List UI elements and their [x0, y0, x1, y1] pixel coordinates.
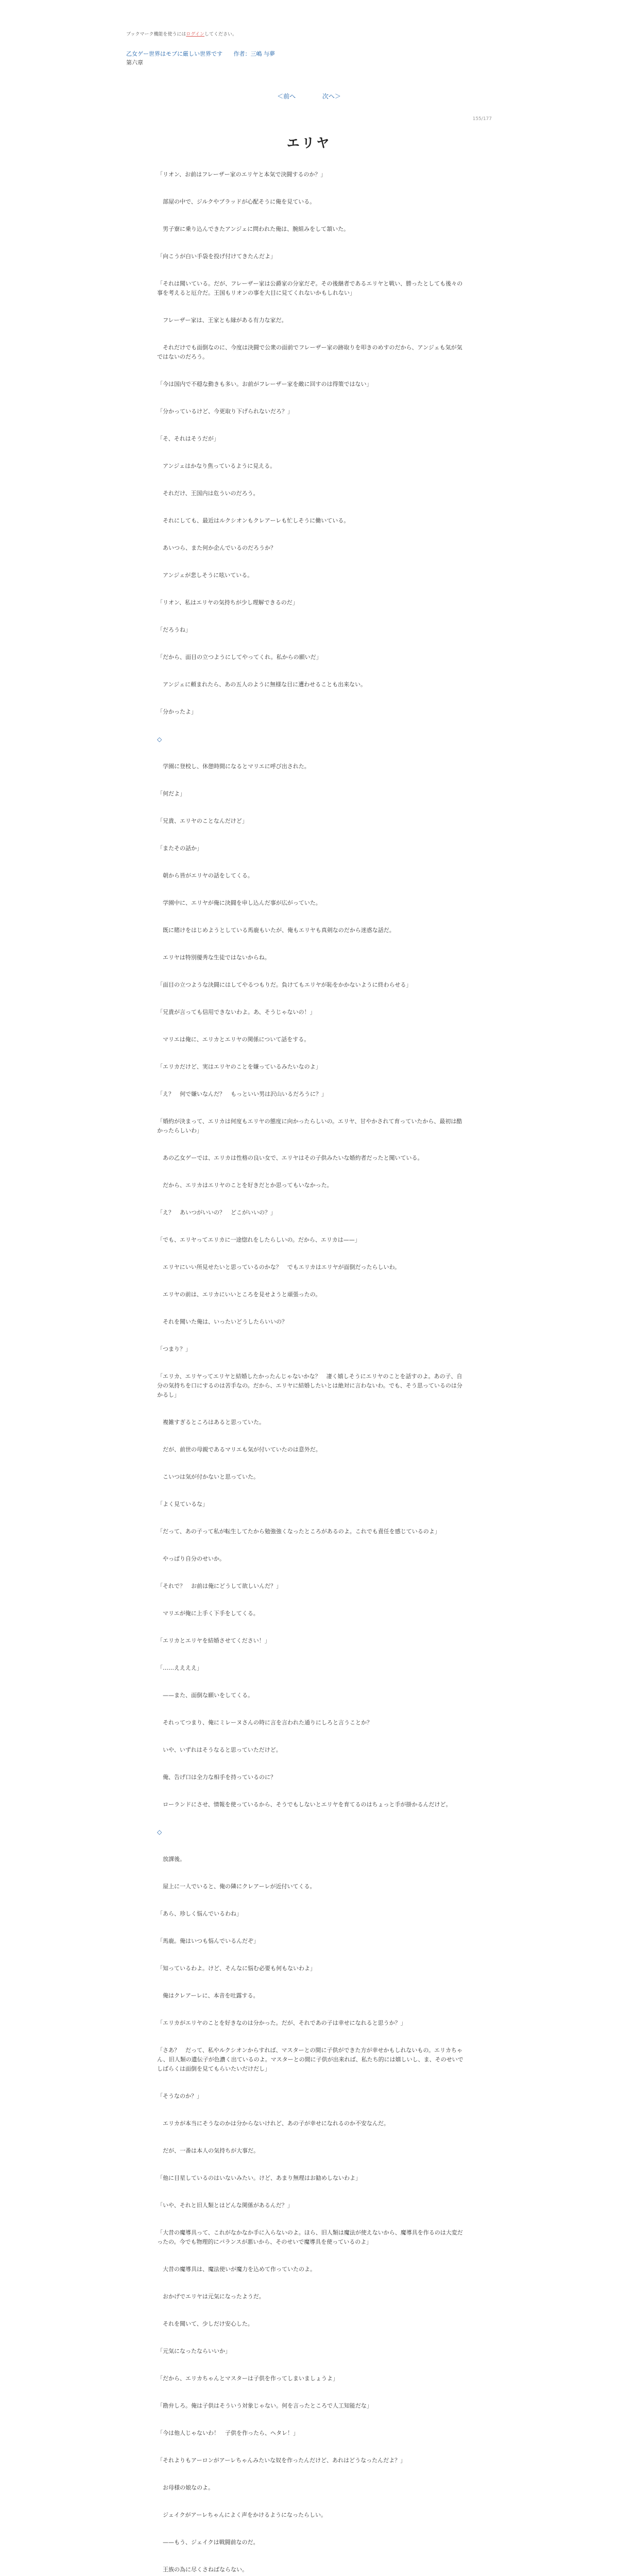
- body-paragraph: ジェイクがアーレちゃんによく声をかけるようになったらしい。: [157, 2512, 327, 2518]
- body-paragraph: 既に賭けをはじめようとしている馬鹿もいたが、俺もエリヤも真剣なのだから迷惑な話だ。: [157, 927, 395, 934]
- episode-title: エリヤ: [286, 135, 332, 150]
- body-paragraph: 放課後。: [157, 1856, 185, 1862]
- body-paragraph: 「分かっているけど、今更取り下げられないだろ？」: [157, 408, 293, 415]
- body-paragraph: それってつまり、俺にミレーヌさんの時に言を言われた通りにしろと言うことか？: [157, 1719, 372, 1726]
- scene-separator: ◇: [157, 736, 162, 743]
- author-line: [234, 50, 276, 57]
- body-paragraph: 王族の為に尽くさねばならない。: [157, 2566, 248, 2573]
- body-paragraph: 「リオン、私はエリヤの気持ちが少し理解できるのだ」: [157, 599, 298, 606]
- body-paragraph: 「いや、それと旧人類とはどんな関係があるんだ？」: [157, 2202, 293, 2209]
- body-paragraph: それだけでも面倒なのに、今度は決闘で公衆の面前でフレーザー家の跡取りを叩きのめすのだから、アンジェも気が気ではないのだろう。: [157, 344, 462, 360]
- body-paragraph: 学園中に、エリヤが俺に決闘を申し込んだ事が広がっていた。: [157, 900, 321, 906]
- body-paragraph: ——もう、ジェイクは戦闘前なのだ。: [157, 2539, 259, 2546]
- series-title-link[interactable]: 乙女ゲー世界はモブに厳しい世界です: [126, 50, 222, 57]
- body-paragraph: あいつら、また何か企んでいるのだろうか？: [157, 545, 276, 551]
- body-paragraph: 「でも、エリヤってエリカに一途惚れをしたらしいの。だから、エリカは——」: [157, 1236, 360, 1243]
- body-paragraph: だが、一番は本人の気持ちが大事だ。: [157, 2147, 259, 2154]
- body-paragraph: エリカが本当にそうなのかは分からないけれど、あの子が幸せになれるのか不安なんだ。: [157, 2120, 389, 2127]
- body-paragraph: 「……ええええ」: [157, 1665, 202, 1671]
- body-paragraph: 「そうなのか？」: [157, 2093, 202, 2099]
- body-paragraph: 「それは聞いている。だが、フレーザー家は公爵家の分家だぞ。その後継者であるエリヤと戦い、勝ったとしても後々の事を考えると厄介だ。王国もリオンの事を大目に見てくれないかもしれない」: [157, 280, 463, 296]
- body-paragraph: それを聞いて、少しだけ安心した。: [157, 2320, 253, 2327]
- body-paragraph: エリヤは特別優秀な生徒ではないからね。: [157, 954, 270, 961]
- episode-body: [157, 170, 466, 2576]
- body-paragraph: 「知っているわよ。けど、そんなに悩む必要も何もないわよ」: [157, 1965, 316, 1972]
- body-paragraph: エリヤにいい所見せたいと思っているのかな？ でもエリカはエリヤが面倒だったらしいわ。: [157, 1264, 401, 1270]
- login-notice-pre: ブックマーク機能を使うには: [126, 32, 186, 37]
- body-paragraph: あの乙女ゲーでは、エリカは性格の良い女で、エリヤはその子供みたいな婚約者だったと聞いている。: [157, 1155, 423, 1161]
- chapter-label: 第六章: [126, 59, 143, 66]
- body-paragraph: 大昔の魔導具は、魔法使いが魔力を込めて作っていたのよ。: [157, 2266, 316, 2273]
- body-paragraph: 複雑すぎるところはあると思っていた。: [157, 1419, 265, 1426]
- body-paragraph: 部屋の中で、ジルクやブラッドが心配そうに俺を見ている。: [157, 198, 316, 205]
- body-paragraph: 「え？ あいつがいいの？ どこがいいの？」: [157, 1209, 276, 1216]
- author-link[interactable]: 三嶋 与夢: [250, 50, 275, 57]
- body-paragraph: 「それで？ お前は俺にどうして欲しいんだ？」: [157, 1583, 282, 1589]
- body-paragraph: 「大昔の魔導具って、これがなかなか手に入らないのよ。ほら、旧人類は魔法が使えないから、魔導具を作るのは大変だったの。今でも物理的にバランスが悪いから、そのせいで魔導具を使っているのよ」: [157, 2229, 463, 2245]
- author-label: 作者：: [233, 50, 251, 57]
- page-number: 155/177: [472, 116, 492, 122]
- body-paragraph: アンジェに頼まれたら、あの五人のように無様な目に遭わせることも出来ない。: [157, 681, 367, 688]
- body-paragraph: アンジェが悲しそうに呟いている。: [157, 572, 253, 579]
- body-paragraph: 「だろうね」: [157, 626, 191, 633]
- body-paragraph: 俺、告げ口は全力な相手を持っているのに？: [157, 1774, 276, 1781]
- body-paragraph: 「他に目星しているのはいないみたい。けど、あまり無理はお勧めしないわよ」: [157, 2175, 361, 2181]
- body-paragraph: 「さあ？ だって、私やルクシオンからすれば、マスターとの間に子供ができた方が幸せかもしれないもの。エリカちゃん、旧人類の遺伝子が色濃く出ているのよ。マスターとの間に子供が出来れば、私たち的には嬉しいし、ま、そのせいでしばらくは面倒を見てもらいたいだけだし」: [157, 2047, 464, 2072]
- login-notice: [126, 31, 487, 38]
- body-paragraph: 「分かったよ」: [157, 708, 197, 715]
- body-paragraph: 「それよりもアーロンがアーレちゃんみたいな奴を作ったんだけど、あれはどうなったんだよ？」: [157, 2457, 406, 2464]
- body-paragraph: 「エリカがエリヤのことを好きなのは分かった。だが、それであの子は幸せになれると思うか？」: [157, 2020, 406, 2026]
- body-paragraph: 「エリカだけど、実はエリヤのことを嫌っているみたいなのよ」: [157, 1063, 321, 1070]
- body-paragraph: 「え？ 何で嫌いなんだ？ もっといい男は沢山いるだろうに？」: [157, 1091, 327, 1097]
- body-paragraph: 「元気になったならいいか」: [157, 2348, 231, 2354]
- body-paragraph: 学園に登校し、休憩時間になるとマリエに呼び出された。: [157, 763, 310, 770]
- body-paragraph: 俺はクレアーレに、本音を吐露する。: [157, 1992, 259, 1999]
- body-paragraph: 「リオン、お前はフレーザー家のエリヤと本気で決闘するのか？」: [157, 171, 327, 178]
- next-link[interactable]: 次へ＞: [322, 93, 341, 100]
- body-paragraph: お母様の娘なのよ。: [157, 2484, 214, 2491]
- body-paragraph: いや、いずれはそうなると思っていただけど。: [157, 1747, 282, 1753]
- body-paragraph: フレーザー家は、王家とも縁がある有力な家だ。: [157, 317, 287, 324]
- body-paragraph: 「馬鹿。俺はいつも悩んでいるんだぞ」: [157, 1938, 259, 1944]
- body-paragraph: ——また、面倒な願いをしてくる。: [157, 1692, 253, 1699]
- body-paragraph: それを聞いた俺は、いったいどうしたらいいの？: [157, 1318, 287, 1325]
- body-paragraph: 「だから、エリカちゃんとマスターは子供を作ってしまいましょうよ」: [157, 2375, 338, 2382]
- body-paragraph: おかげでエリヤは元気になったようだ。: [157, 2293, 265, 2300]
- body-paragraph: 「そ、それはそうだが」: [157, 435, 219, 442]
- body-paragraph: 「だって、あの子って私が転生してたから勉強強くなったところがあるのよ。これでも責任を感じているのよ」: [157, 1528, 440, 1535]
- body-paragraph: 「今は他人じゃないわ！ 子供を作ったら、ヘタレ！」: [157, 2430, 299, 2436]
- body-paragraph: やっぱり自分のせいか。: [157, 1555, 225, 1562]
- body-paragraph: 「婚約が決まって、エリカは何度もエリヤの態度に向かったらしいの。エリヤ、甘やかされて育っていたから、最初は酷かったらしいわ」: [157, 1118, 462, 1134]
- body-paragraph: だが、前世の母親であるマリエも気が付いていたのは意外だ。: [157, 1446, 321, 1453]
- body-paragraph: 屋上に一人でいると、俺の隣にクレアーレが近付いてくる。: [157, 1883, 316, 1890]
- body-paragraph: 「つまり？」: [157, 1346, 191, 1352]
- scene-separator: ◇: [157, 1828, 162, 1836]
- body-paragraph: 「兄貴が言っても信用できないわよ。あ、そうじゃないの！」: [157, 1009, 316, 1015]
- body-paragraph: 男子寮に乗り込んできたアンジェに問われた俺は、腕組みをして頷いた。: [157, 226, 350, 232]
- body-paragraph: こいつは気が付かないと思っていた。: [157, 1473, 259, 1480]
- body-paragraph: それにしても、最近はルクシオンもクレアーレも忙しそうに働いている。: [157, 517, 350, 524]
- body-paragraph: 「今は国内で不穏な動きも多い。お前がフレーザー家を敵に回すのは得策ではない」: [157, 381, 372, 387]
- body-paragraph: 「向こうが白い手袋を投げ付けてきたんだよ」: [157, 253, 276, 260]
- body-paragraph: マリエは俺に、エリカとエリヤの関係について話をする。: [157, 1036, 310, 1043]
- body-paragraph: 「面目の立つような決闘にはしてやるつもりだ。負けてもエリヤが恥をかかないように終わらせる」: [157, 981, 412, 988]
- body-paragraph: エリヤの前は、エリカにいいところを見せようと頑張ったの。: [157, 1291, 321, 1298]
- body-paragraph: マリエが俺に上手く下手をしてくる。: [157, 1610, 259, 1617]
- body-paragraph: 「よく見ているな」: [157, 1501, 208, 1507]
- body-paragraph: 「兄貴、エリヤのことなんだけど」: [157, 818, 248, 824]
- body-paragraph: 「何だよ」: [157, 790, 185, 797]
- body-paragraph: 「エリカとエリヤを結婚させてください！」: [157, 1637, 270, 1644]
- body-paragraph: 「あら、珍しく悩んでいるわね」: [157, 1910, 242, 1917]
- login-link[interactable]: ログイン: [186, 32, 204, 37]
- login-notice-post: してください。: [204, 32, 237, 37]
- body-paragraph: ローランドにさせ、情報を使っているから、そうでもしないとエリヤを育てるのはちょっと手が掛かるんだけど。: [157, 1801, 452, 1808]
- body-paragraph: 朝から皆がエリヤの話をしてくる。: [157, 872, 253, 879]
- body-paragraph: 「勘弁しろ。俺は子供はそういう対象じゃない。何を言ったところで人工知能だな」: [157, 2402, 372, 2409]
- body-paragraph: それだけ、王国内は危ういのだろう。: [157, 490, 259, 497]
- body-paragraph: だから、エリカはエリヤのことを好きだとか思ってもいなかった。: [157, 1182, 333, 1189]
- novel-meta: [126, 49, 497, 67]
- body-paragraph: アンジェはかなり焦っているように見える。: [157, 463, 276, 469]
- body-paragraph: 「だから、面目の立つようにしてやってくれ。私からの願いだ」: [157, 654, 322, 660]
- body-paragraph: 「エリカ、エリヤってエリヤと結婚したかったんじゃないかな？ 凄く嬉しそうにエリヤのことを話すのよ。あの子、自分の気持ちを口にするのは苦手なの。だから、エリヤに結婚したいとは絶対に言わないわ。でも、そう思っているのは分かるし」: [157, 1373, 462, 1398]
- prev-link[interactable]: ＜前へ: [277, 93, 296, 100]
- body-paragraph: 「またその話か」: [157, 845, 202, 852]
- chapter-pager: [0, 92, 618, 100]
